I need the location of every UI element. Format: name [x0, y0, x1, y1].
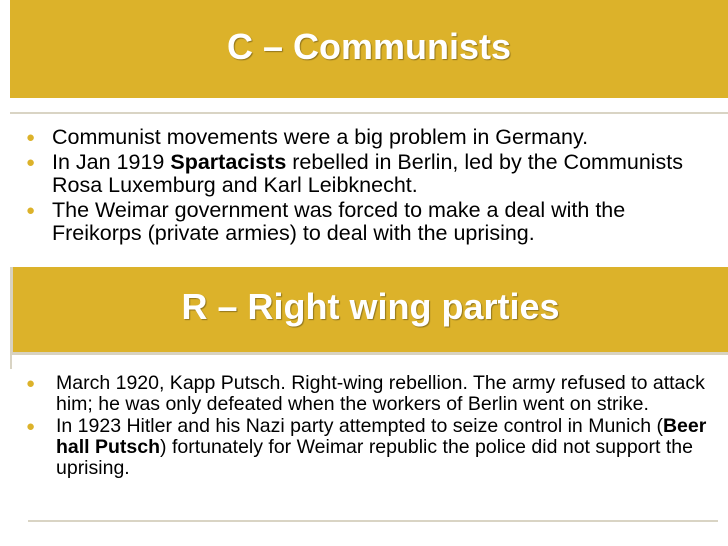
list-item: [12, 199, 712, 246]
section-title: C – Communists: [226, 26, 512, 67]
bullet-text: In Jan 1919: [52, 149, 171, 174]
bold-term: Spartacists: [170, 149, 287, 174]
bullet-text: rebelled in Berlin, led by the Communists Rosa Luxemburg and Karl Leibknecht.: [52, 149, 684, 197]
list-item: [12, 151, 712, 198]
bullet-text: The Weimar government was forced to make a deal with the Freikorps (private armies) to deal with the uprising.: [52, 197, 626, 245]
bullet-text: In 1923 Hitler and his Nazi party attempted to seize control in Munich (: [56, 415, 663, 437]
bullet-list-communists: [12, 126, 712, 247]
circle-bullet-icon: ●: [26, 129, 36, 146]
bullet-text: Communist movements were a big problem in Germany.: [52, 125, 589, 149]
circle-bullet-icon: ●: [26, 201, 36, 219]
list-item: [16, 416, 716, 479]
bullet-text: March 1920, Kapp Putsch. Right-wing rebellion. The army refused to attack him; he was only defeated when the workers of Berlin went on strike.: [56, 372, 705, 415]
circle-bullet-icon: ●: [26, 153, 36, 171]
divider: [28, 520, 718, 522]
section-header-communists: [10, 0, 728, 98]
bold-term: Beer hall Putsch: [56, 415, 707, 458]
circle-bullet-icon: ●: [26, 418, 36, 435]
list-item: [16, 373, 716, 415]
bullet-text: ) fortunately for Weimar republic the police did not support the uprising.: [56, 436, 693, 479]
circle-bullet-icon: ●: [26, 375, 36, 392]
section-header-right-wing: [10, 267, 728, 355]
divider: [10, 112, 728, 114]
list-item: [12, 126, 712, 150]
section-title: R – Right wing parties: [181, 286, 560, 327]
bullet-list-right-wing: [16, 373, 716, 480]
divider: [10, 355, 12, 369]
